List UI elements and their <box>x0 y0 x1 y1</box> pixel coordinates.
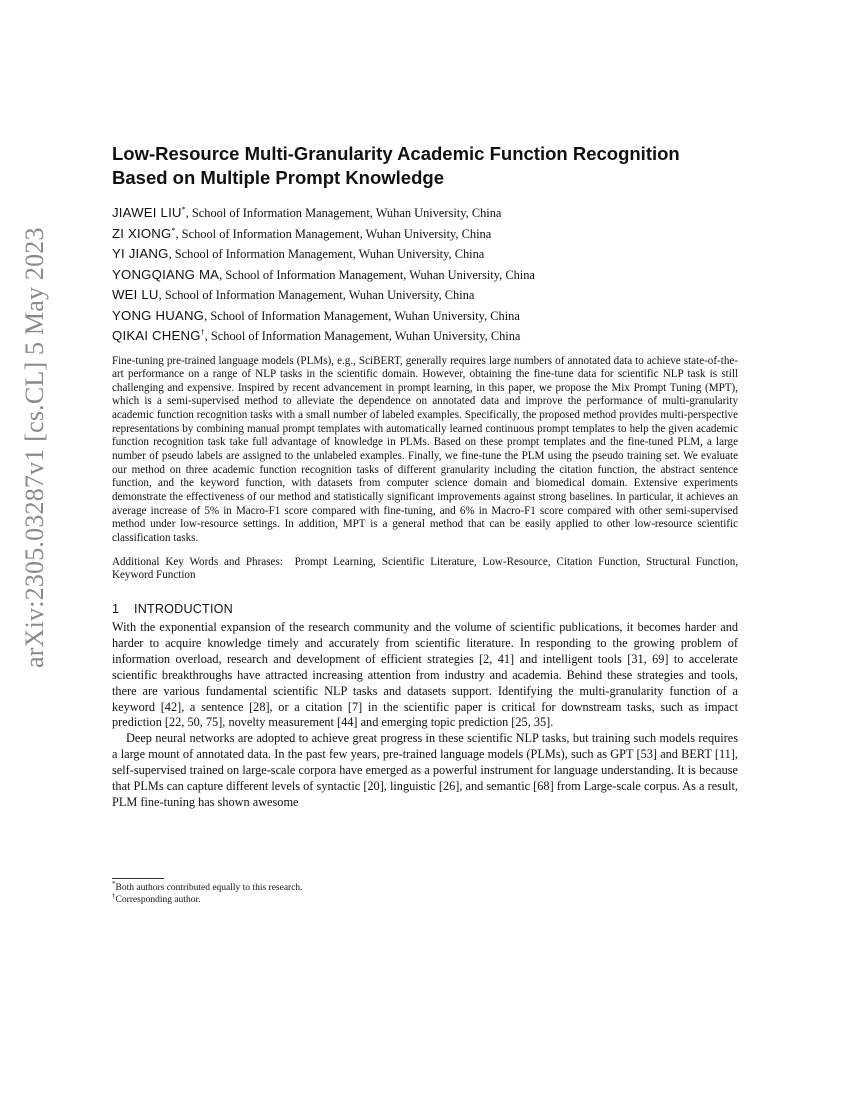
author-entry <box>112 265 738 286</box>
author-affiliation: , School of Information Management, Wuhan University, China <box>185 206 502 220</box>
footnote-text: Corresponding author. <box>115 895 201 906</box>
keywords-text: Prompt Learning, Scientific Literature, Low-Resource, Citation Function, Structural Function, Keyword Function <box>112 555 739 582</box>
author-note-mark: * <box>181 204 186 214</box>
author-entry <box>112 306 738 327</box>
author-entry <box>112 244 738 265</box>
section-title: INTRODUCTION <box>134 602 233 617</box>
author-name: ZI XIONG <box>112 225 172 241</box>
body-paragraph: With the exponential expansion of the research community and the volume of scientific publications, it becomes harder and harder to acquire knowledge timely and accurately from scientific literature. In responding to the growing problem of information overload, research and development of efficient strategies [2, 41] and intelligent tools [31, 69] to accelerate scientific breakthroughs have attracted increasing attention from industry and academia. Behind these strategies and tools, there are various fundamental scientific NLP tasks and datasets support. Identifying the multi-granularity function of a keyword [42], a sentence [28], or a citation [7] in the scientific paper is critical for downstream tasks, such as impact prediction [22, 50, 75], novelty measurement [44] and emerging topic prediction [25, 35]. <box>112 620 738 730</box>
author-affiliation: , School of Information Management, Wuhan University, China <box>204 308 520 323</box>
abstract: Fine-tuning pre-trained language models (PLMs), e.g., SciBERT, generally requires large numbers of annotated data to achieve state-of-the-art performance on a range of NLP tasks in the scientific domain. However, obtaining the fine-tune data for scientific NLP task is still challenging and expensive. Inspired by recent advancement in prompt learning, in this paper, we propose the Mix Prompt Tuning (MPT), which is a semi-supervised method to alleviate the dependence on annotated data and improve the performance of multi-granularity academic function recognition tasks with a small number of labeled examples. Specifically, the proposed method provides multi-perspective representations by combining manual prompt templates with automatically learned continuous prompt templates to help the given academic function recognition task take full advantage of knowledge in PLMs. Based on these prompt templates and the fine-tuned PLM, a large number of pseudo labels are assigned to the unlabeled examples. Finally, we fine-tune the PLM using the pseudo training set. We evaluate our method on three academic function recognition tasks of different granularity including the citation function, the abstract sentence function, and the keyword function, with datasets from computer science domain and biomedical domain. Extensive experiments demonstrate the effectiveness of our method and statistically significant improvements against strong baselines. In particular, it achieves an average increase of 5% in Macro-F1 score compared with fine-tuning, and 6% in Macro-F1 score compared with other semi-supervised method under low-resource settings. In addition, MPT is a general method that can be easily applied to other low-resource scientific classification tasks. <box>112 354 738 545</box>
footnote-mark: * <box>112 879 116 888</box>
footnote-divider <box>112 878 164 879</box>
paper-front-matter <box>112 142 738 810</box>
footnote-mark: † <box>112 892 116 901</box>
author-name: JIAWEI LIU <box>112 205 182 220</box>
keywords <box>112 556 738 584</box>
author-name: YI JIANG <box>112 246 169 261</box>
author-entry <box>112 203 738 224</box>
author-affiliation: , School of Information Management, Wuhan University, China <box>219 267 535 282</box>
author-affiliation: , School of Information Management, Wuhan University, China <box>204 329 521 343</box>
footnotes <box>112 878 512 906</box>
author-note-mark: * <box>171 225 176 235</box>
author-name: YONG HUANG <box>112 307 205 323</box>
author-entry <box>112 224 738 245</box>
section-heading <box>112 601 738 617</box>
keywords-label: Additional Key Words and Phrases: <box>112 555 283 568</box>
footnote-text: Both authors contributed equally to this research. <box>115 883 303 893</box>
author-note-mark: † <box>200 327 205 337</box>
footnote <box>112 894 512 906</box>
author-name: YONGQIANG MA <box>112 266 220 282</box>
body-paragraph: Deep neural networks are adopted to achieve great progress in these scientific NLP tasks, but training such models requires a large mount of annotated data. In the past few years, pre-trained language models (PLMs), such as GPT [53] and BERT [11], self-supervised trained on large-scale corpora have emerged as a powerful instrument for language understanding. It is because that PLMs can capture different levels of syntactic [20], linguistic [26], and semantic [68] from Large-scale corpus. As a result, PLM fine-tuning has shown awesome <box>112 731 738 809</box>
author-entry <box>112 326 738 347</box>
section-number: 1 <box>112 602 120 617</box>
author-list <box>112 203 738 347</box>
author-affiliation: , School of Information Management, Wuhan University, China <box>158 288 475 302</box>
author-affiliation: , School of Information Management, Wuhan University, China <box>168 247 485 261</box>
author-name: QIKAI CHENG <box>112 328 201 343</box>
arxiv-identifier: arXiv:2305.03287v1 [cs.CL] 5 May 2023 <box>20 227 49 668</box>
footnote <box>112 879 512 894</box>
author-name: WEI LU <box>112 287 159 302</box>
author-affiliation: , School of Information Management, Wuhan University, China <box>175 226 492 241</box>
author-entry <box>112 285 738 306</box>
paper-title: Low-Resource Multi-Granularity Academic Function Recognition Based on Multiple Prompt Knowledge <box>112 143 680 188</box>
